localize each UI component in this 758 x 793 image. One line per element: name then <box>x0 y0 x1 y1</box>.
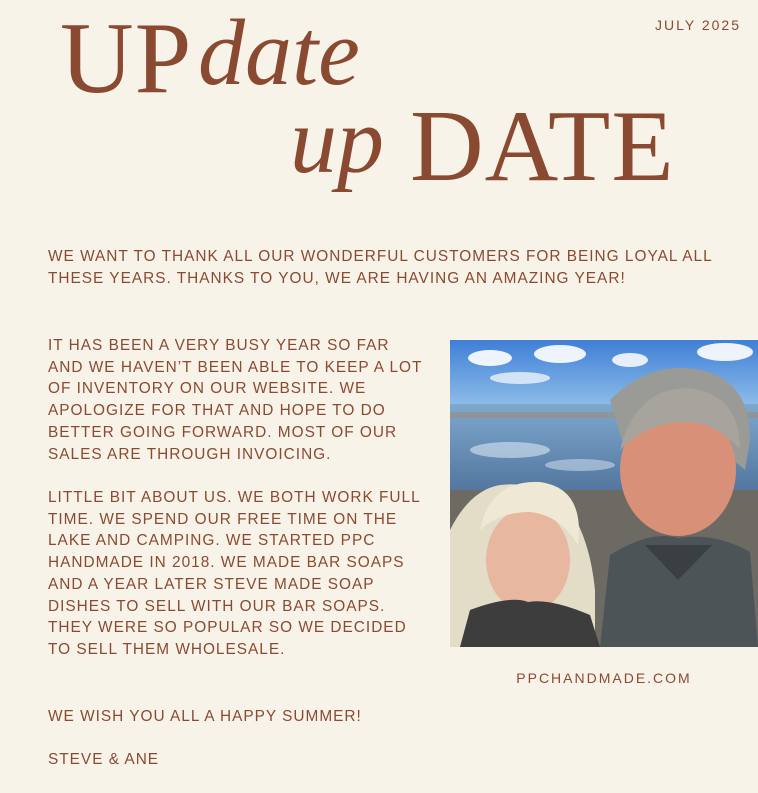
title-date-italic: date <box>198 1 360 105</box>
title-up-caps: UP <box>60 2 193 115</box>
newsletter-title <box>0 0 758 220</box>
issue-date: JULY 2025 <box>655 17 741 33</box>
title-date-caps: DATE <box>410 90 675 203</box>
title-up-italic: up <box>290 89 384 193</box>
owners-photo <box>450 340 758 647</box>
inventory-paragraph: IT HAS BEEN A VERY BUSY YEAR SO FAR AND WE HAVEN’T BEEN ABLE TO KEEP A LOT OF INVENTORY ON OUR WEBSITE. WE APOLOGIZE FOR THAT AND HOPE TO DO BETTER GOING FORWARD. MOST OF OUR SALES ARE THROUGH INVOICING. <box>48 337 423 463</box>
intro-paragraph: WE WANT TO THANK ALL OUR WONDERFUL CUSTOMERS FOR BEING LOYAL ALL THESE YEARS. THANKS TO YOU, WE ARE HAVING AN AMAZING YEAR! <box>48 248 713 287</box>
closing-signature: STEVE & ANE <box>48 751 160 769</box>
closing-wish: WE WISH YOU ALL A HAPPY SUMMER! <box>48 707 362 725</box>
closing-message <box>48 684 428 793</box>
about-us-paragraph: LITTLE BIT ABOUT US. WE BOTH WORK FULL TIME. WE SPEND OUR FREE TIME ON THE LAKE AND CAMPING. WE STARTED PPC HANDMADE IN 2018. WE MADE BAR SOAPS AND A YEAR LATER STEVE MADE SOAP DISHES TO SELL WITH OUR BAR SOAPS. THEY WERE SO POPULAR SO WE DECIDED TO SELL THEM WHOLESALE. <box>48 489 421 658</box>
website-link[interactable]: PPCHANDMADE.COM <box>516 670 692 686</box>
